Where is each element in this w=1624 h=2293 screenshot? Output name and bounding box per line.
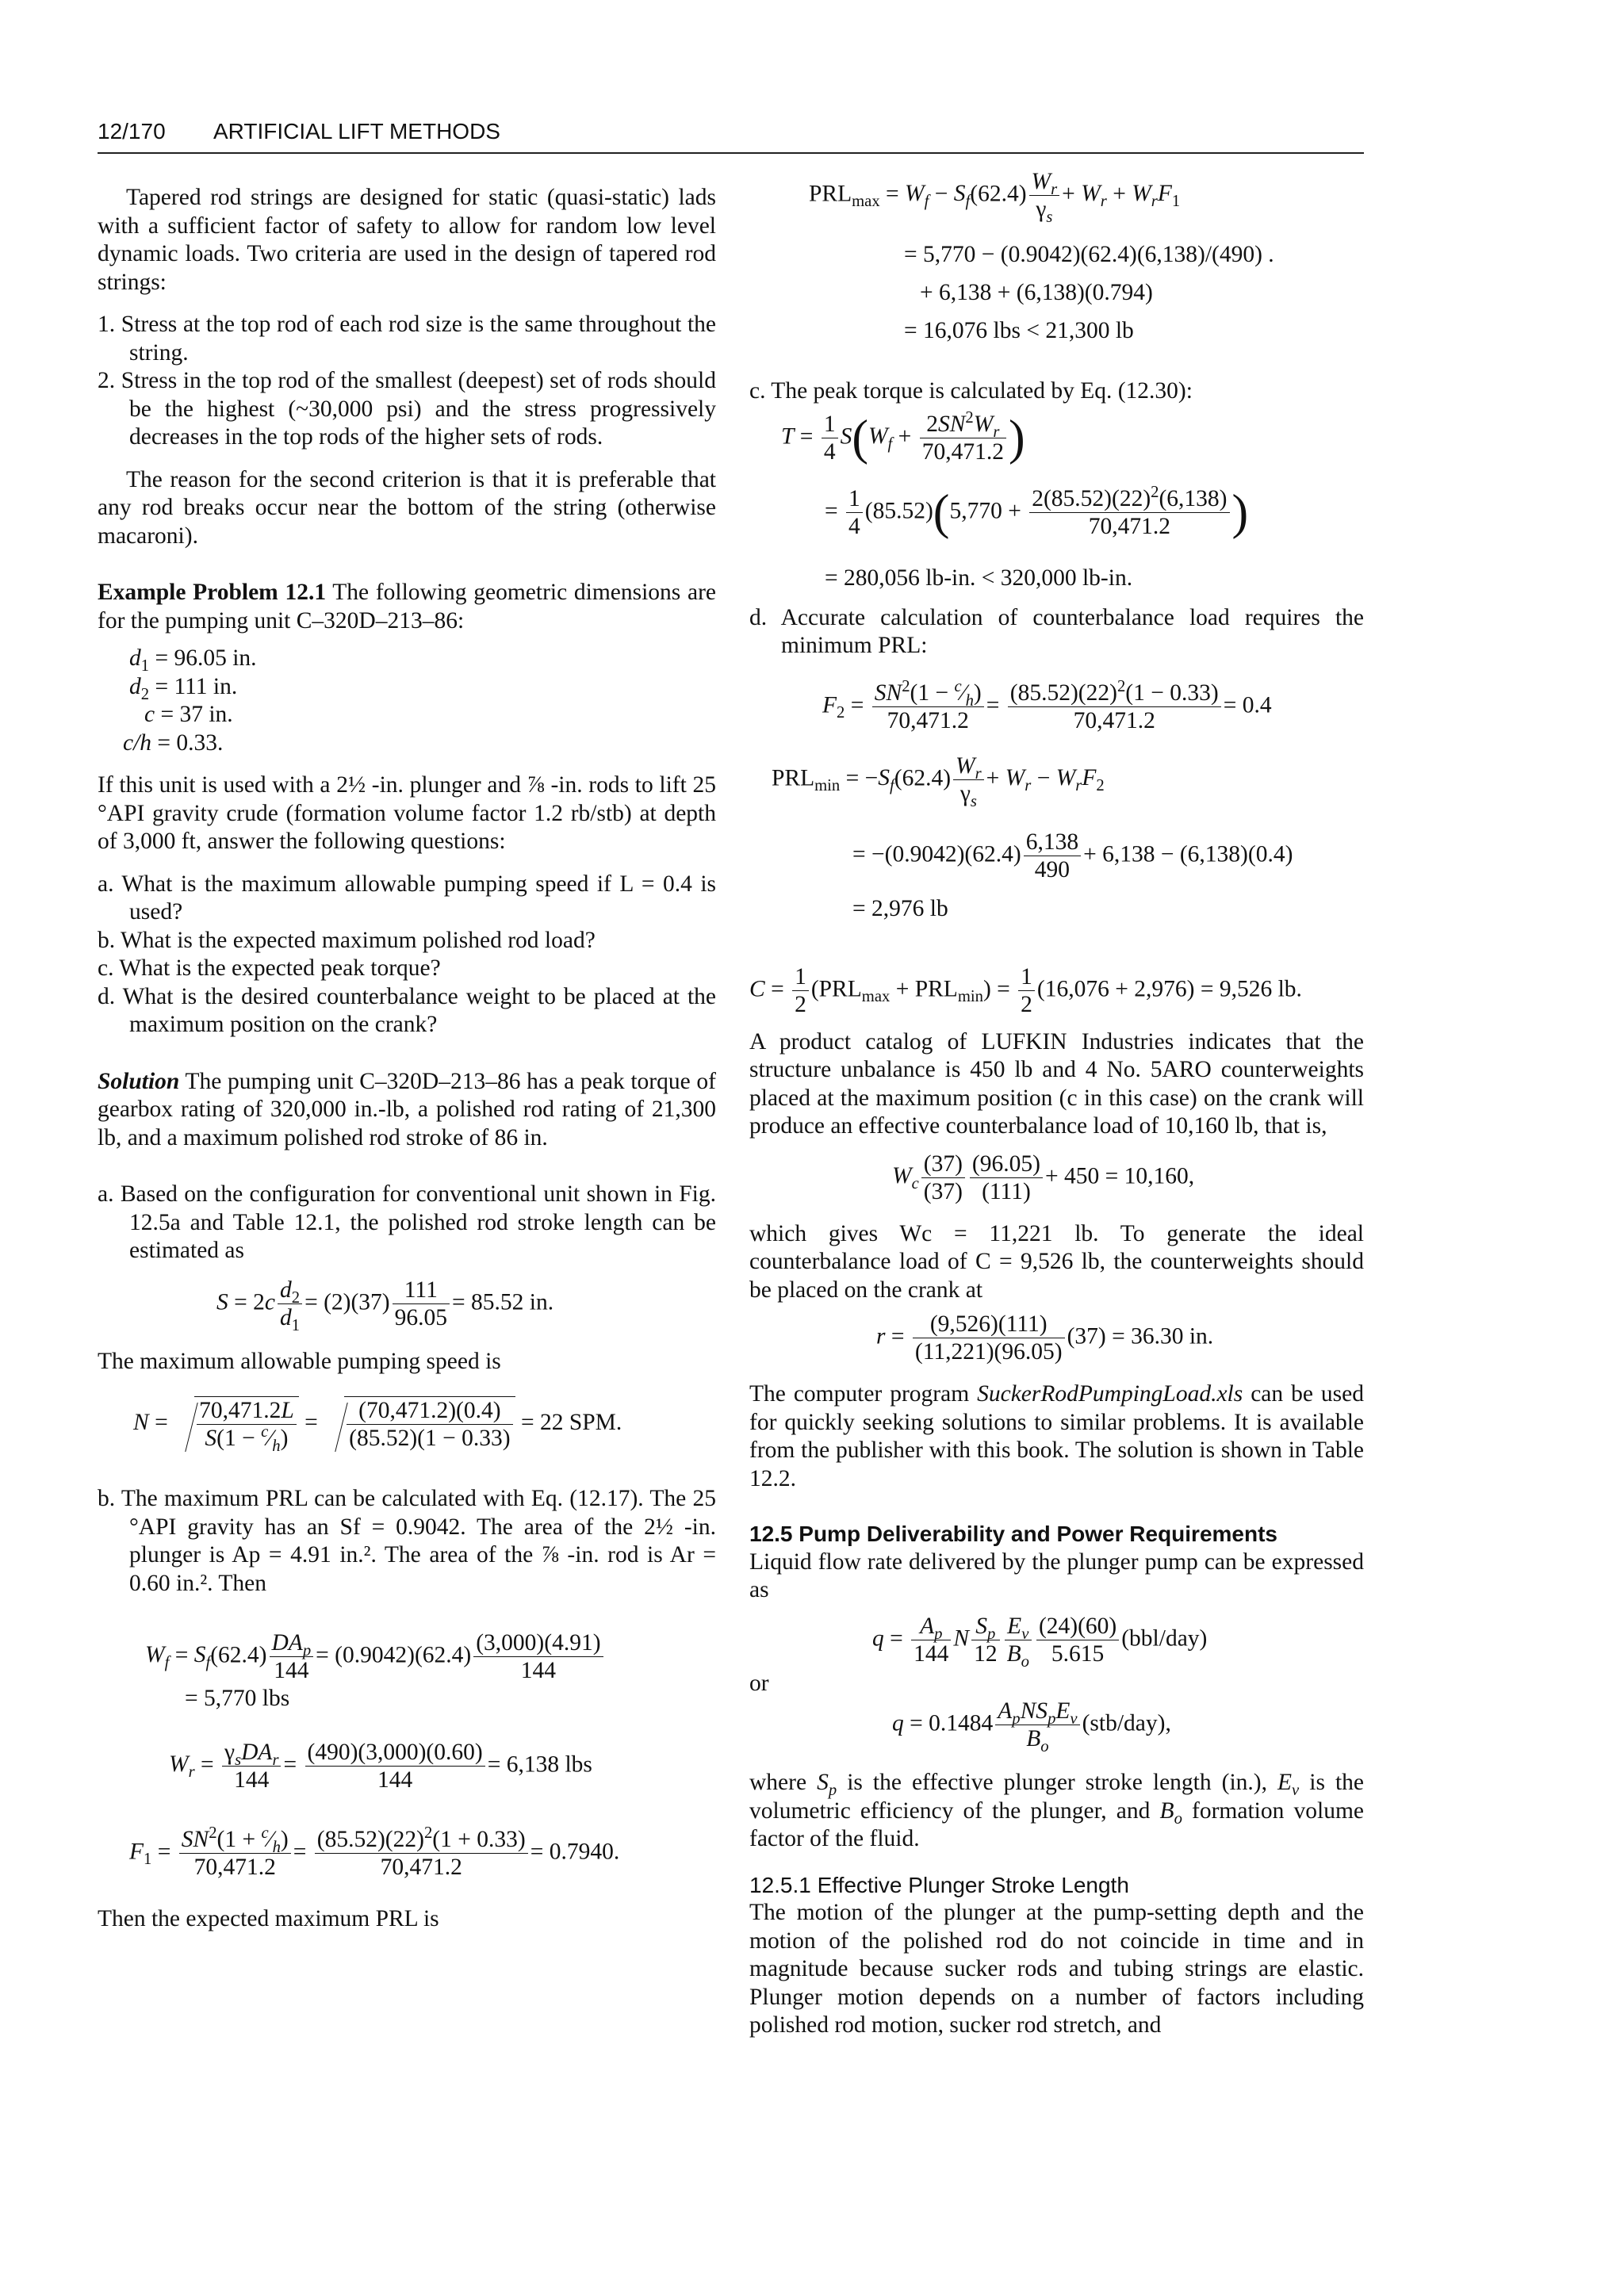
question-a: a. What is the maximum allowable pumping speed if L = 0.4 is used? — [98, 871, 716, 924]
running-title: ARTIFICIAL LIFT METHODS — [213, 119, 500, 144]
question-d: d. What is the desired counterbalance weight to be placed at the maximum position on the crank? — [98, 983, 716, 1037]
program-paragraph: The computer program SuckerRodPumpingLoad.xls can be used for quickly seeking solutions to similar problems. It is available from the publisher with this book. The solution is shown in Table 12.2. — [749, 1381, 1365, 1491]
eq-prlmax-result: = 16,076 lbs < 21,300 lb — [904, 318, 1134, 343]
example-label: Example Problem 12.1 — [98, 580, 327, 605]
eq-prlmin: $PRL_{min} = -S_f(62.4)$ $\frac{W_r}{\gamma_s}$ + $W_r - W_rF_2$ — [772, 752, 1105, 810]
eq-q2: q = 0.1484 $\frac{A_pNS_pE_v}{B_o}$ (stb/day), — [892, 1698, 1171, 1755]
eq-r-block — [749, 1304, 1364, 1380]
dim-c: c = 37 in. — [144, 702, 233, 727]
eq-f1: $F_1$ = $\frac{SN^2(1 + ^c⁄_h)}{70,471.2}$ = $\frac{(85.52)(22)^2(1 + 0.33)}{70,471.2}$ = 0.7940. — [129, 1824, 620, 1880]
eq-wf-result: = 5,770 lbs — [185, 1686, 290, 1711]
right-column — [749, 168, 1364, 2040]
eq-stroke-block — [98, 1265, 716, 1348]
eq-r: r = $\frac{(9,526)(111)}{(11,221)(96.05)}$ (37) = 36.30 in. — [876, 1311, 1214, 1365]
eq-f2: $F_2$ = $\frac{SN^2(1 - ^c⁄_h)}{70,471.2}$ = $\frac{(85.52)(22)^2(1 - 0.33)}{70,471.2}$ = 0.4 — [822, 677, 1272, 733]
step-a: a. Based on the configuration for conventional unit shown in Fig. 12.5a and Table 12.1, the polished rod stroke length can be estimated as — [98, 1181, 716, 1263]
eq-c-block — [749, 962, 1364, 1028]
step-c-list — [749, 377, 1364, 406]
solution-label: Solution — [98, 1068, 180, 1094]
max-speed-intro: The maximum allowable pumping speed is — [98, 1348, 501, 1374]
eq-prlmax-line3: + 6,138 + (6,138)(0.794) — [920, 280, 1153, 305]
question-b: b. What is the expected maximum polished rod load? — [98, 927, 596, 953]
step-c: c. The peak torque is calculated by Eq. (12.30): — [749, 378, 1193, 404]
eq-prlmax-block — [749, 168, 1364, 358]
question-c: c. What is the expected peak torque? — [98, 955, 441, 981]
step-d: d. Accurate calculation of counterbalance load requires the minimum PRL: — [749, 604, 1364, 658]
eq-wr: $W_r$ = $\frac{\gamma_sDA_r}{144}$ = $\frac{(490)(3,000)(0.60)}{144}$ = 6,138 lbs — [169, 1740, 592, 1793]
eq-torque-result: = 280,056 lb-in. < 320,000 lb-in. — [825, 565, 1133, 591]
page-number: 12/170 — [98, 119, 166, 144]
dimensions-list — [98, 645, 716, 757]
solution-paragraph — [98, 1068, 716, 1153]
eq-speed-block — [98, 1376, 716, 1485]
questions-list — [98, 871, 716, 1039]
eq-wc: $W_c$ $\frac{(37)}{(37)}$ $\frac{(96.05)}{(111)}$ + 450 = 10,160, — [892, 1150, 1195, 1204]
subsection-text: The motion of the plunger at the pump-setting depth and the motion of the polished rod do not coincide in time and in magnitude because sucker rods and tubing strings are elastic. Plunger motion depends on a number of factors including polished rod motion, sucker rod stretch, and — [749, 1900, 1364, 2038]
step-b: b. The maximum PRL can be calculated with Eq. (12.17). The 25 °API gravity has an Sf = 0.9042. The area of the 2½ -in. plunger is Ap = 4.91 in.². The area of the ⅞ -in. rod is Ar = 0.60 in.². Then — [98, 1486, 716, 1596]
eq-prlmax-line2: = 5,770 − (0.9042)(62.4)(6,138)/(490) . — [904, 242, 1274, 267]
eq-prlmax: $PRL_{max} = W_f - S_f(62.4)$ $\frac{W_r}{\gamma_s}$ + $W_r + W_rF_1$ — [809, 169, 1181, 226]
eq-prlmin-result: = 2,976 lb — [852, 895, 948, 921]
step-d-list — [749, 604, 1364, 660]
where-paragraph: where $S_p$ is the effective plunger stroke length (in.), $E_v$ is the volumetric efficiency of the plunger, and $B_o$ formation volume factor of the fluid. — [749, 1770, 1364, 1851]
left-column — [98, 184, 716, 1934]
criterion-2: 2. Stress in the top rod of the smallest (deepest) set of rods should be the highest (~30,000 psi) and the stress progressively decreases in the top rods of the higher sets of rods. — [98, 368, 716, 450]
eq-prlmin-sub: = −(0.9042)(62.4) $\frac{6,138}{490}$ + 6,138 − (6,138)(0.4) — [852, 829, 1293, 882]
criterion-1: 1. Stress at the top rod of each rod size is the same throughout the string. — [98, 312, 716, 366]
criteria-list — [98, 311, 716, 452]
eq-wc-block — [749, 1141, 1364, 1220]
then-prl: Then the expected maximum PRL is — [98, 1906, 439, 1931]
eq-torque-block — [749, 406, 1364, 604]
section-title: 12.5 Pump Deliverability and Power Requirements — [749, 1522, 1277, 1546]
example-paragraph — [98, 579, 716, 635]
section-text: Liquid flow rate delivered by the plunger pump can be expressed as — [749, 1548, 1364, 1602]
eq-torque-sub: = $\frac{1}{4}$ (85.52)(5,770 + $\frac{2(85.52)(22)^2(6,138)}{70,471.2}$ ) — [825, 483, 1249, 539]
dim-d2: $d_2 = 111$ in. — [129, 673, 238, 703]
gives-paragraph: which gives Wc = 11,221 lb. To generate the ideal counterbalance load of C = 9,526 lb, the counterweights should be placed on the crank at — [749, 1220, 1364, 1303]
eq-q1: q = $\frac{A_p}{144}$ N $\frac{S_p}{12}$ $\frac{E_v}{B_o}$ $\frac{(24)(60)}{5.615}$ (bbl/day) — [872, 1613, 1208, 1671]
solution-text: The pumping unit C–320D–213–86 has a peak torque of gearbox rating of 320,000 in.-lb, a polished rod rating of 21,300 lb, and a maximum polished rod stroke of 86 in. — [98, 1068, 716, 1150]
running-header — [98, 116, 1364, 154]
step-a-list — [98, 1181, 716, 1265]
eq-q1-block — [749, 1605, 1364, 1687]
reason-paragraph: The reason for the second criterion is that it is preferable that any rod breaks occur near the bottom of the string (otherwise macaroni). — [98, 466, 716, 549]
eq-c: C = $\frac{1}{2}$ $(PRL_{max} + PRL_{min})$ = $\frac{1}{2}$ (16,076 + 2,976) = 9,526 lb. — [749, 963, 1302, 1017]
dim-ch: c/h = 0.33. — [123, 729, 224, 756]
example-text: The following geometric dimensions are for the pumping unit C–320D–213–86: — [98, 580, 716, 634]
eq-weights-block — [98, 1598, 716, 1905]
subsection-title: 12.5.1 Effective Plunger Stroke Length — [749, 1872, 1129, 1897]
eq-prlmin-block — [749, 660, 1364, 962]
eq-torque: T = $\frac{1}{4}$ $S(W_f$ + $\frac{2SN^2W_r}{70,471.2}$ ) — [781, 408, 1025, 465]
eq-speed: N = $\frac{70,471.2L}{S(1 - ^c⁄_h)}$ = $\frac{(70,471.2)(0.4)}{(85.52)(1 - 0.33)}$ = 22 SPM. — [133, 1398, 622, 1455]
catalog-paragraph: A product catalog of LUFKIN Industries indicates that the structure unbalance is 450 lb and 4 No. 5ARO counterweights placed at the maximum position (c in this case) on the crank will produce an effective counterbalance load of 10,160 lb, that is, — [749, 1028, 1364, 1139]
dim-d1: $d_1 = 96.05$ in. — [129, 645, 257, 675]
eq-stroke: S = 2c $\frac{d_2}{d_1}$ = (2)(37) $\frac{111}{96.05}$ = 85.52 in. — [216, 1277, 554, 1334]
eq-wf: $W_f = S_f(62.4)$ $\frac{DA_p}{144}$ = (0.9042)(62.4) $\frac{(3,000)(4.91)}{144}$ — [145, 1629, 606, 1684]
eq-q2-block — [749, 1698, 1364, 1769]
question-intro: If this unit is used with a 2½ -in. plunger and ⅞ -in. rods to lift 25 °API gravity crude (formation volume factor 1.2 rb/stb) at depth of 3,000 ft, answer the following questions: — [98, 772, 716, 854]
or-text: or — [749, 1670, 769, 1696]
step-b-list — [98, 1485, 716, 1598]
intro-paragraph: Tapered rod strings are designed for static (quasi-static) lads with a sufficient factor of safety to allow for random low level dynamic loads. Two criteria are used in the design of tapered rod strings: — [98, 185, 716, 295]
